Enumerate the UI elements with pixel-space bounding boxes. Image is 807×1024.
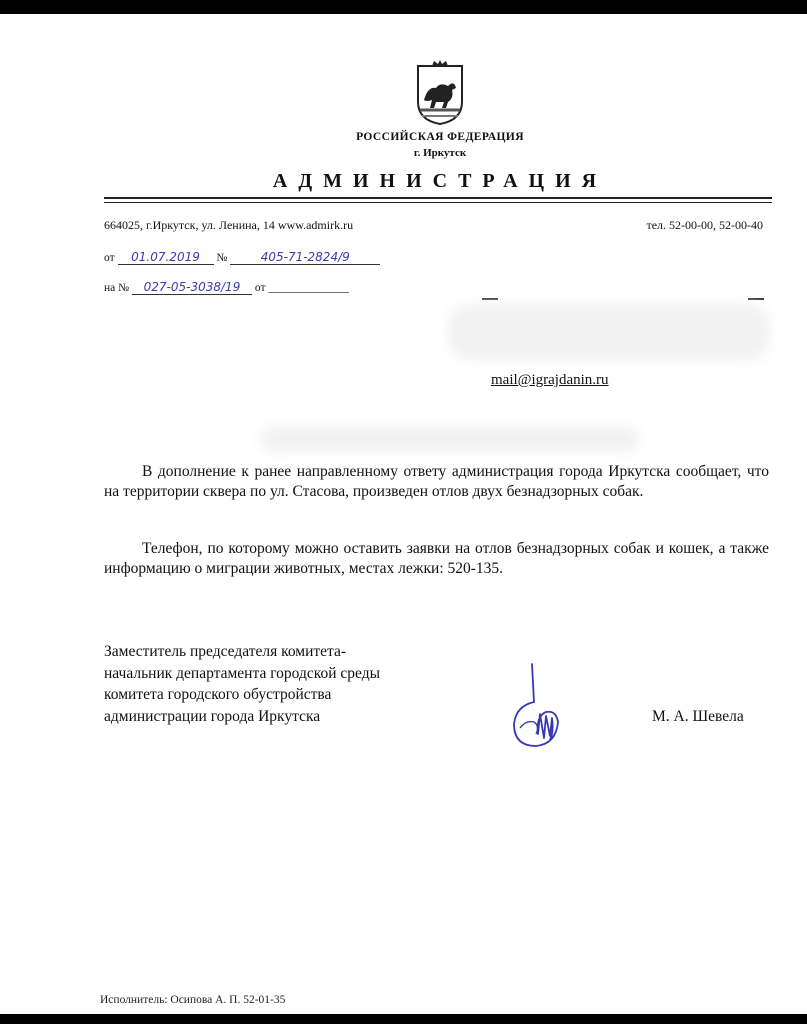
signatory-position-line: комитета городского обустройства bbox=[104, 686, 332, 703]
city-title: г. Иркутск bbox=[413, 147, 467, 159]
ref-number: 027-05-3038/19 bbox=[132, 280, 252, 295]
reg-line bbox=[104, 250, 380, 265]
org-address: 664025, г.Иркутск, ул. Ленина, 14 www.admirk.ru bbox=[104, 218, 354, 232]
signatory-position bbox=[104, 641, 484, 727]
irkutsk-coat-of-arms-icon bbox=[414, 60, 466, 126]
reg-date: 01.07.2019 bbox=[118, 250, 214, 265]
recipient-bracket-left bbox=[482, 298, 498, 300]
org-title: АДМИНИСТРАЦИЯ bbox=[272, 170, 608, 192]
executor-info: Исполнитель: Осипова А. П. 52-01-35 bbox=[100, 994, 286, 1006]
signatory-position-line: начальник департамента городской среды bbox=[104, 664, 381, 682]
signatory-name: М. А. Шевела bbox=[652, 708, 744, 725]
body-paragraph-1: В дополнение к ранее направленному ответу администрация города Иркутска сообщает, что на территории сквера по ул. Стасова, произведен отлов двух безнадзорных собак. bbox=[104, 463, 769, 500]
signatory-position-line: Заместитель председателя комитета- bbox=[104, 643, 347, 660]
reg-no-label: № bbox=[216, 252, 228, 264]
ref-from-label: от bbox=[254, 282, 266, 294]
ref-line bbox=[104, 280, 349, 295]
reg-from-label: от bbox=[104, 252, 115, 264]
letter-page bbox=[0, 14, 807, 1014]
body-paragraph-2: Телефон, по которому можно оставить заявки на отлов безнадзорных собак и кошек, а также информацию о миграции животных, местах лежки: 520-135. bbox=[104, 540, 769, 577]
signatory-position-line: администрации города Иркутска bbox=[104, 707, 321, 725]
redacted-recipient bbox=[448, 304, 770, 360]
header-rule-thick bbox=[104, 197, 772, 199]
redacted-subject bbox=[260, 426, 640, 452]
recipient-email[interactable]: mail@igrajdanin.ru bbox=[491, 372, 609, 388]
handwritten-signature bbox=[506, 662, 566, 754]
reg-number: 405-71-2824/9 bbox=[230, 250, 380, 265]
recipient-bracket-right bbox=[748, 298, 764, 300]
header-rule-thin bbox=[104, 202, 772, 203]
ref-date-blank: ______________ bbox=[268, 282, 349, 294]
org-phones: тел. 52-00-00, 52-00-40 bbox=[646, 218, 763, 232]
country-title: РОССИЙСКАЯ ФЕДЕРАЦИЯ bbox=[356, 131, 524, 143]
ref-label: на № bbox=[104, 282, 130, 294]
